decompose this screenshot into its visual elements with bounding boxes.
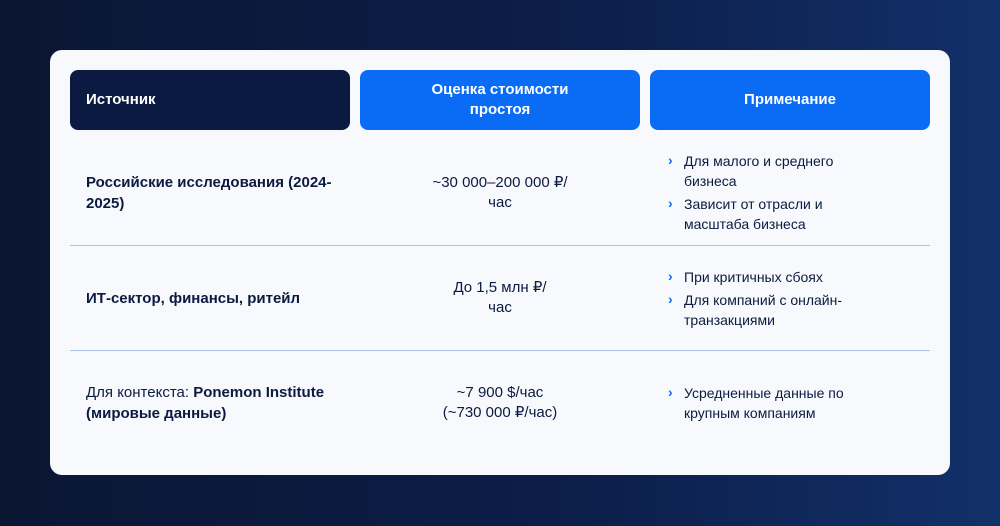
- table-row: [70, 351, 930, 455]
- chevron-right-icon: ›: [668, 384, 673, 400]
- note-item: › Зависит от отрасли и масштаба бизнеса: [668, 195, 823, 232]
- source-cell: [86, 246, 346, 350]
- source-name: ИТ-сектор, финансы, ритейл: [86, 289, 301, 307]
- cost-value-rub: (~730 000 ₽/час): [442, 404, 558, 421]
- source-cell: [86, 140, 346, 245]
- chevron-right-icon: ›: [668, 152, 673, 168]
- table-card: [50, 50, 950, 475]
- chevron-right-icon: ›: [668, 267, 673, 284]
- note-item: › При критичных сбоях: [668, 267, 823, 285]
- note-item: › Для компаний с онлайн-транзакциями: [668, 290, 843, 328]
- cost-cell: [360, 140, 640, 245]
- note-item: › Для малого и среднего бизнеса: [668, 152, 834, 189]
- note-list: [668, 267, 914, 330]
- chevron-right-icon: ›: [668, 195, 673, 211]
- cost-value: ~7 900 $/час: [456, 384, 544, 401]
- table-row: [70, 140, 930, 246]
- note-cell: [668, 246, 930, 350]
- cost-value: До 1,5 млн ₽/час: [453, 279, 547, 316]
- source-name: Российские исследования (2024-2025): [86, 173, 332, 212]
- cost-cell: [360, 351, 640, 455]
- note-item: › Усредненные данные по крупным компаниям: [668, 384, 844, 421]
- source-name: Ponemon Institute (мировые данные): [86, 384, 325, 422]
- header-source: Источник: [70, 70, 350, 130]
- cost-value: ~30 000–200 000 ₽/час: [432, 173, 568, 211]
- header-cost: Оценка стоимости простоя: [360, 70, 640, 130]
- header-note: Примечание: [650, 70, 930, 130]
- table-header: [70, 70, 930, 130]
- chevron-right-icon: ›: [668, 290, 673, 307]
- source-cell: [86, 351, 346, 455]
- cost-cell: [360, 246, 640, 350]
- source-prefix: Для контекста:: [86, 384, 194, 401]
- note-cell: [668, 140, 930, 245]
- note-list: [668, 151, 874, 234]
- note-cell: [668, 351, 930, 455]
- table-row: [70, 246, 930, 351]
- note-list: [668, 383, 884, 423]
